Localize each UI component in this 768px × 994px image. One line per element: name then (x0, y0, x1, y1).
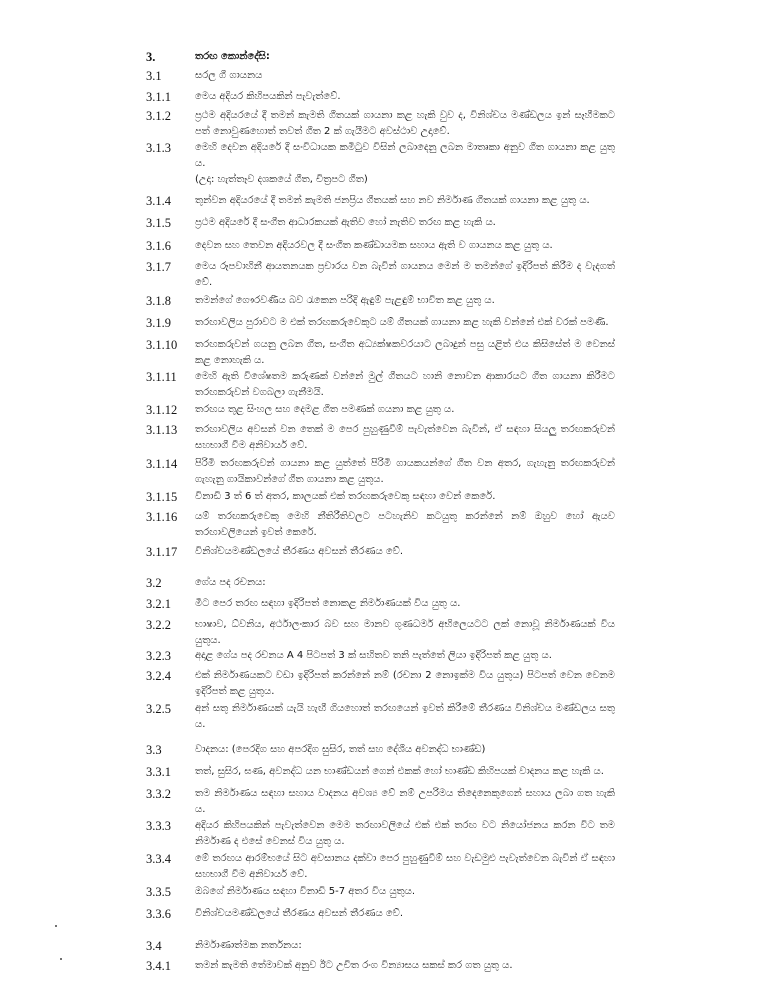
item-number: 3.1.2 (146, 109, 171, 123)
item-text: මෙහි ඇති විශේෂතම කරුණක් වන්නේ මුල් ගීතයට හානි නොවන ආකාරයට ගීත ගායනා කිරීමට තරඟකරුවන් වගබලා ගැනීමයි. (195, 371, 615, 398)
item-text: මීට පෙර තරඟ සඳහා ඉදිරිපත් නොකළ නිර්මාණයක් විය යුතු ය. (195, 598, 461, 609)
item-text: (උදා: හැත්තෑව දශකයේ ගීත, චිත්‍රපට ගීත) (195, 174, 368, 185)
item-text: තත්, සුසිර, ඝණ, අවනද්ධ යන භාණ්ඩයන් ගෙන් එකක් හෝ භාණ්ඩ කිහිපයක් වාදනය කළ හැකි ය. (195, 766, 604, 777)
item-number: 3.1.15 (146, 490, 178, 504)
item-number: 3.3.2 (146, 787, 171, 801)
item-number: 3.2.4 (146, 669, 171, 683)
item-number: 3.1.13 (146, 423, 178, 437)
item-text: මෙහි දෙවන අදියරේ දී සංවිධායක කමිටුව විසින් ලබාදෙනු ලබන මාතෘකා අනුව ගීත ගායනා කළ යුතු ය. (195, 142, 615, 169)
item-number: 3.2 (146, 576, 162, 590)
item-text: පිරිමි තරඟකරුවන් ගායනා කළ යුත්තේ පිරිමි ගායකයන්ගේ ගීත වන අතර, ගැහැනු තරඟකරුවන් ගැහැනු ගායිකාවන්ගේ ගීත ගායනා කළ යුතුය. (195, 458, 615, 485)
item-text: යම් තරඟකරුවෙකු මෙහි නීතිරීතිවලට පටහැනිව කටයුතු කරන්නේ නම් ඔහුව හෝ ඇයව තරඟාවලියෙන් ඉවත් කෙරේ. (195, 511, 615, 538)
item-text: තම නිර්මාණය සඳහා සහාය වාදනය අවශ්‍ය වේ නම් උපරිමය තිදෙනෙකුගෙන් සහාය ලබා ගත හැකි ය. (195, 788, 615, 815)
item-text: මේ තරඟය ආරම්භයේ සිට අවසානය දක්වා පෙර පුහුණුවීම් සහ වැඩමුළු පැවැත්වෙන බැවින් ඒ සඳහා සහභාගී වීම අනිවාර්ය වේ. (195, 853, 615, 880)
item-text: ප්‍රථම අදියරයේ දී තමන් කැමති ගීතයක් ගායනා කළ හැකි වුව ද, විනිශ්චය මණ්ඩලය ඉන් සෑහීමකට පත් නොවුණහොත් තවත් ගීත 2 ක් ගැයීමට අවස්ථාව උදාවේ. (195, 110, 615, 137)
item-text: එක් නිර්මාණයකට වඩා ඉදිරිපත් කරන්නේ නම් (රචනා 2 නොඉක්ම විය යුතුය) පිටපත් වෙන වෙනම ඉදිරිපත් කළ යුතුය. (195, 670, 615, 697)
item-number: 3.1 (146, 69, 162, 83)
scan-speck (55, 925, 57, 927)
item-text: භාෂාව, ධ්වනිය, අර්ථාලංකාර බව සහ මානව ගුණධර්ම අභිලෙයටට ලක් නොවූ නිර්මාණයක් විය යුතුය. (195, 619, 615, 646)
section-title: තරඟ කොන්දේසි: (195, 51, 270, 62)
item-number: 3.3.6 (146, 907, 171, 921)
item-number: 3.1.17 (146, 545, 178, 559)
item-text: තමන්ගේ ගෞරවණීය බව රැකෙන පරිදි ඇඳුම් පැළඳුම් භාවිත කළ යුතු ය. (195, 295, 495, 306)
item-number: 3.1.14 (146, 457, 178, 471)
item-number: 3.1.8 (146, 294, 171, 308)
item-text: ගේය පද රචනය: (195, 577, 266, 588)
item-number: 3.1.3 (146, 141, 171, 155)
item-number: 3.1.7 (146, 260, 171, 274)
scan-speck (60, 958, 62, 960)
item-text: තමන් කැමති තේමාවක් අනුව ඊට උචිත රංග වින්‍යාසය සකස් කර ගත යුතු ය. (195, 960, 513, 971)
item-number: 3.1.1 (146, 90, 171, 104)
item-text: අදියර කිහිපයකින් පැවැත්වෙන මෙම තරඟාවලියේ එක් එක් තරඟ වට නියෝජනය කරන විට තම නිර්මාණ ද එසේ වෙනස් විය යුතු ය. (195, 820, 615, 847)
item-number: 3.3 (146, 743, 162, 757)
item-text: වාදනය: (පෙරදිග සහ අපරදිග සුසිර, තත් සහ දේශීය අවනද්ධ භාණ්ඩ) (195, 744, 486, 755)
item-number: 3.1.6 (146, 239, 171, 253)
item-number: 3.2.3 (146, 649, 171, 663)
item-text: මෙය අදියර කිහිපයකින් පැවැත්වේ. (195, 91, 341, 102)
item-text: මෙය රූපවාහිනී ආයතනයක ප්‍රචාරය වන බැවින් ගායනය මෙන් ම තමන්ගේ ඉදිරිපත් කිරීම ද වැදගත් වේ. (195, 261, 615, 288)
item-number: 3.2.5 (146, 702, 171, 716)
item-number: 3.4 (146, 939, 162, 953)
item-number: 3.3.5 (146, 885, 171, 899)
item-number: 3.3.4 (146, 852, 171, 866)
item-text: විනිශ්චයමණ්ඩලයේ තීරණය අවසන් තීරණය වේ. (195, 546, 404, 557)
item-text: නිර්මාණාත්මක නර්තනය: (195, 940, 302, 951)
item-text: සරල ගී ගායනය (195, 70, 263, 81)
item-number: 3.1.11 (146, 370, 177, 384)
item-text: අදාළ ගේය පද රචනය A 4 පිටපත් 3 ක් සහිතව තනි පැත්තේ ලියා ඉදිරිපත් කළ යුතු ය. (195, 650, 552, 661)
item-number: 3.2.2 (146, 618, 171, 632)
item-number: 3.1.16 (146, 510, 178, 524)
item-number: 3.1.9 (146, 316, 171, 330)
item-text: තරඟාවලිය පුරාවට ම එක් තරඟකරුවෙකුට යම් ගීතයක් ගායනා කළ හැකි වන්නේ එක් වරක් පමණි. (195, 317, 609, 328)
item-text: තරඟාවලිය අවසන් වන තෙක් ම පෙර පුහුණුවීම් පැවැත්වෙන බැවින්, ඒ සඳහා සියලු තරඟකරුවන් සහභාගී වීම අනිවාර්ය වේ. (195, 424, 615, 451)
item-number: 3.3.1 (146, 765, 171, 779)
item-text: තුන්වන අදියරයේ දී තමන් කැමති ජනප්‍රිය ගීතයක් සහ නව නිර්මාණ ගීතයක් ගායනා කළ යුතු ය. (195, 195, 590, 206)
item-number: 3.1.5 (146, 216, 171, 230)
item-text: දෙවන සහ තෙවන අදියරවල දී සංගීත කණ්ඩායමක සහාය ඇති ව ගායනය කළ යුතු ය. (195, 240, 553, 251)
item-number: 3.1.12 (146, 403, 178, 417)
item-text: ප්‍රථම අදියරේ දී සංගීත ආධාරකයක් ඇතිව හෝ නැතිව තරඟ කළ හැකි ය. (195, 217, 496, 228)
item-text: ඔබගේ නිර්මාණය සඳහා විනාඩි 5-7 අතර විය යුතුය. (195, 886, 416, 897)
item-text: තරඟකරුවන් ගයනු ලබන ගීත, සංගීත අධ්‍යක්ෂකවරයාට ලබාදුන් පසු යළිත් එය කිසිසේත් ම වෙනස් කළ නොහැකි ය. (195, 339, 615, 366)
item-text: විනාඩි 3 ත් 6 ත් අතර, කාලයක් එක් තරඟකරුවෙකු සඳහා වෙන් කෙරේ. (195, 491, 496, 502)
item-text: අන් සතු නිර්මාණයක් යැයි හැඟී ගියහොත් තරඟයෙන් ඉවත් කිරීමේ තීරණය විනිශ්චය මණ්ඩලය සතු ය. (195, 703, 615, 730)
item-number: 3.2.1 (146, 597, 171, 611)
item-number: 3.1.10 (146, 338, 178, 352)
item-number: 3.4.1 (146, 959, 171, 973)
section-number: 3. (146, 50, 156, 64)
item-number: 3.3.3 (146, 819, 171, 833)
item-text: තරඟය තුළ සිංහල සහ දෙමළ ගීත පමණක් ගයනා කළ යුතු ය. (195, 404, 455, 415)
item-number: 3.1.4 (146, 194, 171, 208)
item-text: විනිශ්චයමණ්ඩලයේ තීරණය අවසන් තීරණය වේ. (195, 908, 404, 919)
